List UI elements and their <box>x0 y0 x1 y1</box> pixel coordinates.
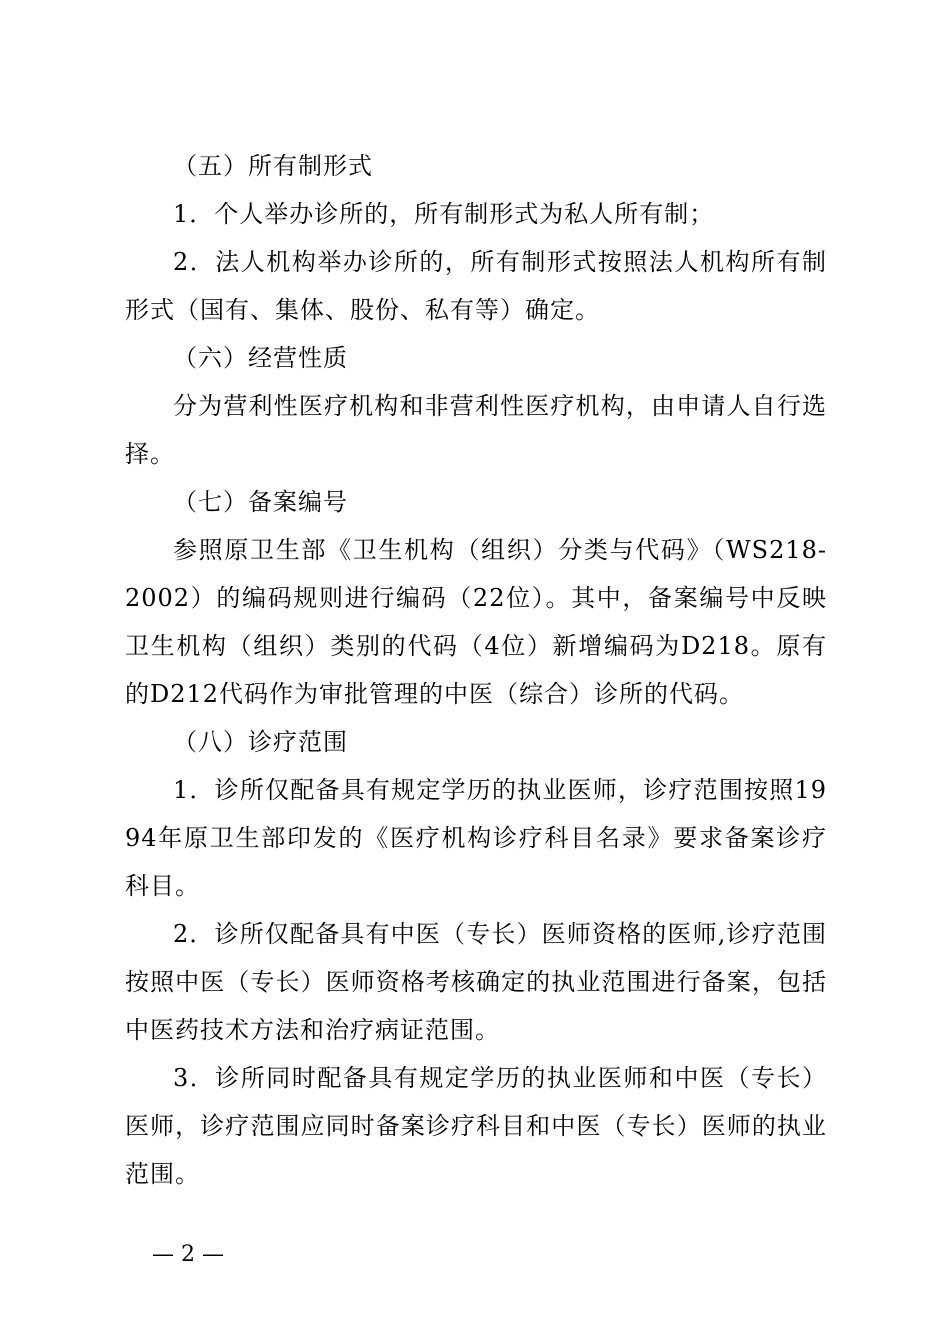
paragraph-filing-number: 参照原卫生部《卫生机构（组织）分类与代码》（WS218-2002）的编码规则进行编码（22位）。其中，备案编号中反映卫生机构（组织）类别的代码（4位）新增编码为D218。原有的D212代码作为审批管理的中医（综合）诊所的代码。 <box>125 536 827 708</box>
paragraph-treatment-scope-2: 2．诊所仅配备具有中医（专长）医师资格的医师,诊疗范围按照中医（专长）医师资格考核确定的执业范围进行备案，包括中医药技术方法和治疗病证范围。 <box>125 920 827 1044</box>
paragraph-treatment-scope-1: 1．诊所仅配备具有规定学历的执业医师，诊疗范围按照1994年原卫生部印发的《医疗机构诊疗科目名录》要求备案诊疗科目。 <box>125 776 827 900</box>
page-number: — 2 — <box>152 1242 224 1267</box>
section-heading-business-nature: （六）经营性质 <box>173 344 348 372</box>
paragraph-ownership-1: 1．个人举办诊所的，所有制形式为私人所有制； <box>173 200 715 228</box>
paragraph-treatment-scope-3: 3．诊所同时配备具有规定学历的执业医师和中医（专长）医师，诊疗范围应同时备案诊疗科目和中医（专长）医师的执业范围。 <box>125 1064 827 1188</box>
section-heading-ownership: （五）所有制形式 <box>173 152 373 180</box>
section-heading-filing-number: （七）备案编号 <box>173 488 348 516</box>
document-body <box>125 142 827 1198</box>
paragraph-business-nature: 分为营利性医疗机构和非营利性医疗机构，由申请人自行选择。 <box>125 392 827 468</box>
section-heading-treatment-scope: （八）诊疗范围 <box>173 728 348 756</box>
paragraph-ownership-2: 2．法人机构举办诊所的，所有制形式按照法人机构所有制形式（国有、集体、股份、私有等）确定。 <box>125 248 827 324</box>
